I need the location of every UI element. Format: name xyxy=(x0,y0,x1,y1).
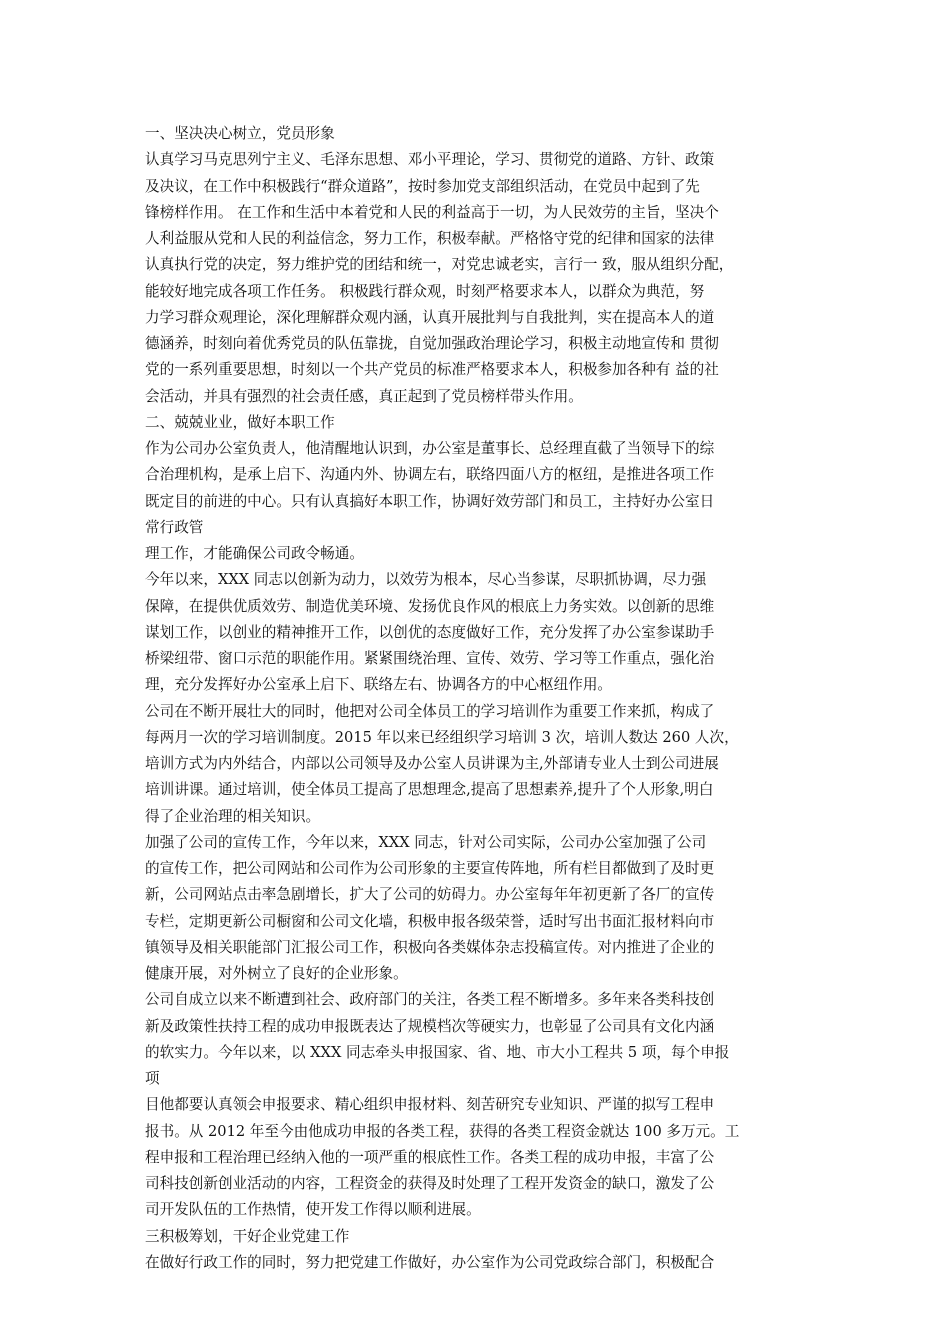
text-line: 加强了公司的宣传工作，今年以来，XXX 同志，针对公司实际，公司办公室加强了公司 xyxy=(145,833,707,851)
text-line: 党的一系列重要思想，时刻以一个共产党员的标准严格要求本人，积极参加各种有 益的社 xyxy=(145,361,719,379)
text-line: 能较好地完成各项工作任务。 积极践行群众观，时刻严格要求本人，以群众为典范，努 xyxy=(145,282,705,300)
text-line: 谋划工作，以创业的精神推开工作，以创优的态度做好工作，充分发挥了办公室参谋助手 xyxy=(145,623,715,641)
document-body xyxy=(145,121,813,1276)
text-line: 的软实力。今年以来，以 XXX 同志牵头申报国家、省、地、市大小工程共 5 项，每个申报 xyxy=(145,1043,730,1061)
text-line: 力学习群众观理论，深化理解群众观内涵，认真开展批判与自我批判，实在提高本人的道 xyxy=(145,308,715,326)
text-line: 专栏，定期更新公司橱窗和公司文化墙，积极申报各级荣誉，适时写出书面汇报材料向市 xyxy=(145,912,715,930)
text-line: 认真执行党的决定，努力维护党的团结和统一，对党忠诚老实，言行一 致，服从组织分配， xyxy=(145,256,734,274)
text-line: 在做好行政工作的同时，努力把党建工作做好，办公室作为公司党政综合部门，积极配合 xyxy=(145,1253,715,1271)
text-line: 公司自成立以来不断遭到社会、政府部门的关注，各类工程不断增多。多年来各类科技创 xyxy=(145,991,715,1009)
text-line: 新及政策性扶持工程的成功申报既表达了规模档次等硬实力，也彰显了公司具有文化内涵 xyxy=(145,1017,715,1035)
text-line: 保障，在提供优质效劳、制造优美环境、发扬优良作风的根底上力务实效。以创新的思维 xyxy=(145,597,715,615)
text-line: 的宣传工作，把公司网站和公司作为公司形象的主要宣传阵地，所有栏目都做到了及时更 xyxy=(145,860,715,877)
text-line: 健康开展，对外树立了良好的企业形象。 xyxy=(145,965,408,982)
text-line: 目他都要认真领会申报要求、精心组织申报材料、刻苦研究专业知识、严谨的拟写工程申 xyxy=(145,1096,715,1114)
text-line: 程申报和工程治理已经纳入他的一项严重的根底性工作。各类工程的成功申报，丰富了公 xyxy=(145,1148,715,1166)
text-line: 既定目的前进的中心。只有认真搞好本职工作，协调好效劳部门和员工，主持好办公室日 xyxy=(145,492,715,510)
text-line: 德涵养，时刻向着优秀党员的队伍靠拢，自觉加强政治理论学习，积极主动地宣传和 贯彻 xyxy=(145,335,719,352)
text-line: 三积极筹划，干好企业党建工作 xyxy=(145,1227,350,1245)
text-line: 二、兢兢业业，做好本职工作 xyxy=(145,413,335,431)
text-line: 常行政管 xyxy=(145,518,204,536)
text-line: 合治理机构，是承上启下、沟通内外、协调左右，联络四面八方的枢纽，是推进各项工作 xyxy=(145,466,715,484)
text-line: 新，公司网站点击率急剧增长，扩大了公司的妨碍力。办公室每年年初更新了各厂的宣传 xyxy=(145,886,715,904)
text-line: 公司在不断开展壮大的同时，他把对公司全体员工的学习培训作为重要工作来抓，构成了 xyxy=(145,702,715,720)
text-line: 报书。从 2012 年至今由他成功申报的各类工程，获得的各类工程资金就达 100 多万元。工 xyxy=(145,1122,740,1140)
text-line: 会活动，并具有强烈的社会责任感，真正起到了党员榜样带头作用。 xyxy=(145,387,583,405)
text-line: 理工作，才能确保公司政令畅通。 xyxy=(145,545,364,562)
text-line: 桥梁纽带、窗口示范的职能作用。紧紧围绕治理、宣传、效劳、学习等工作重点，强化治 xyxy=(145,650,715,667)
text-line: 得了企业治理的相关知识。 xyxy=(145,807,321,825)
text-line: 理，充分发挥好办公室承上启下、联络左右、协调各方的中心枢纽作用。 xyxy=(145,676,613,694)
text-line: 每两月一次的学习培训制度。2015 年以来已经组织学习培训 3 次，培训人数达 260 人次， xyxy=(145,728,739,746)
text-line: 司开发队伍的工作热情，使开发工作得以顺利进展。 xyxy=(145,1201,481,1219)
text-line: 作为公司办公室负责人，他清醒地认识到，办公室是董事长、总经理直截了当领导下的综 xyxy=(145,440,715,457)
text-line: 今年以来，XXX 同志以创新为动力，以效劳为根本，尽心当参谋，尽职抓协调，尽力强 xyxy=(145,571,707,589)
text-line: 项 xyxy=(145,1070,160,1087)
text-line: 人利益服从党和人民的利益信念，努力工作，积极奉献。严格恪守党的纪律和国家的法律 xyxy=(145,230,715,247)
text-line: 培训讲课。通过培训，使全体员工提高了思想理念,提高了思想素养,提升了个人形象,明白 xyxy=(145,781,714,799)
text-line: 培训方式为内外结合，内部以公司领导及办公室人员讲课为主,外部请专业人士到公司进展 xyxy=(145,755,719,772)
text-line: 镇领导及相关职能部门汇报公司工作，积极向各类媒体杂志投稿宣传。对内推进了企业的 xyxy=(145,938,715,956)
text-line: 司科技创新创业活动的内容，工程资金的获得及时处理了工程开发资金的缺口，激发了公 xyxy=(145,1175,715,1192)
text-line: 锋榜样作用。 在工作和生活中本着党和人民的利益高于一切，为人民效劳的主旨，坚决个 xyxy=(145,203,719,221)
text-line: 及决议，在工作中积极践行“群众道路”，按时参加党支部组织活动，在党员中起到了先 xyxy=(145,177,700,195)
text-line: 认真学习马克思列宁主义、毛泽东思想、邓小平理论，学习、贯彻党的道路、方针、政策 xyxy=(145,151,715,169)
text-line: 一、坚决决心树立，党员形象 xyxy=(145,125,335,142)
